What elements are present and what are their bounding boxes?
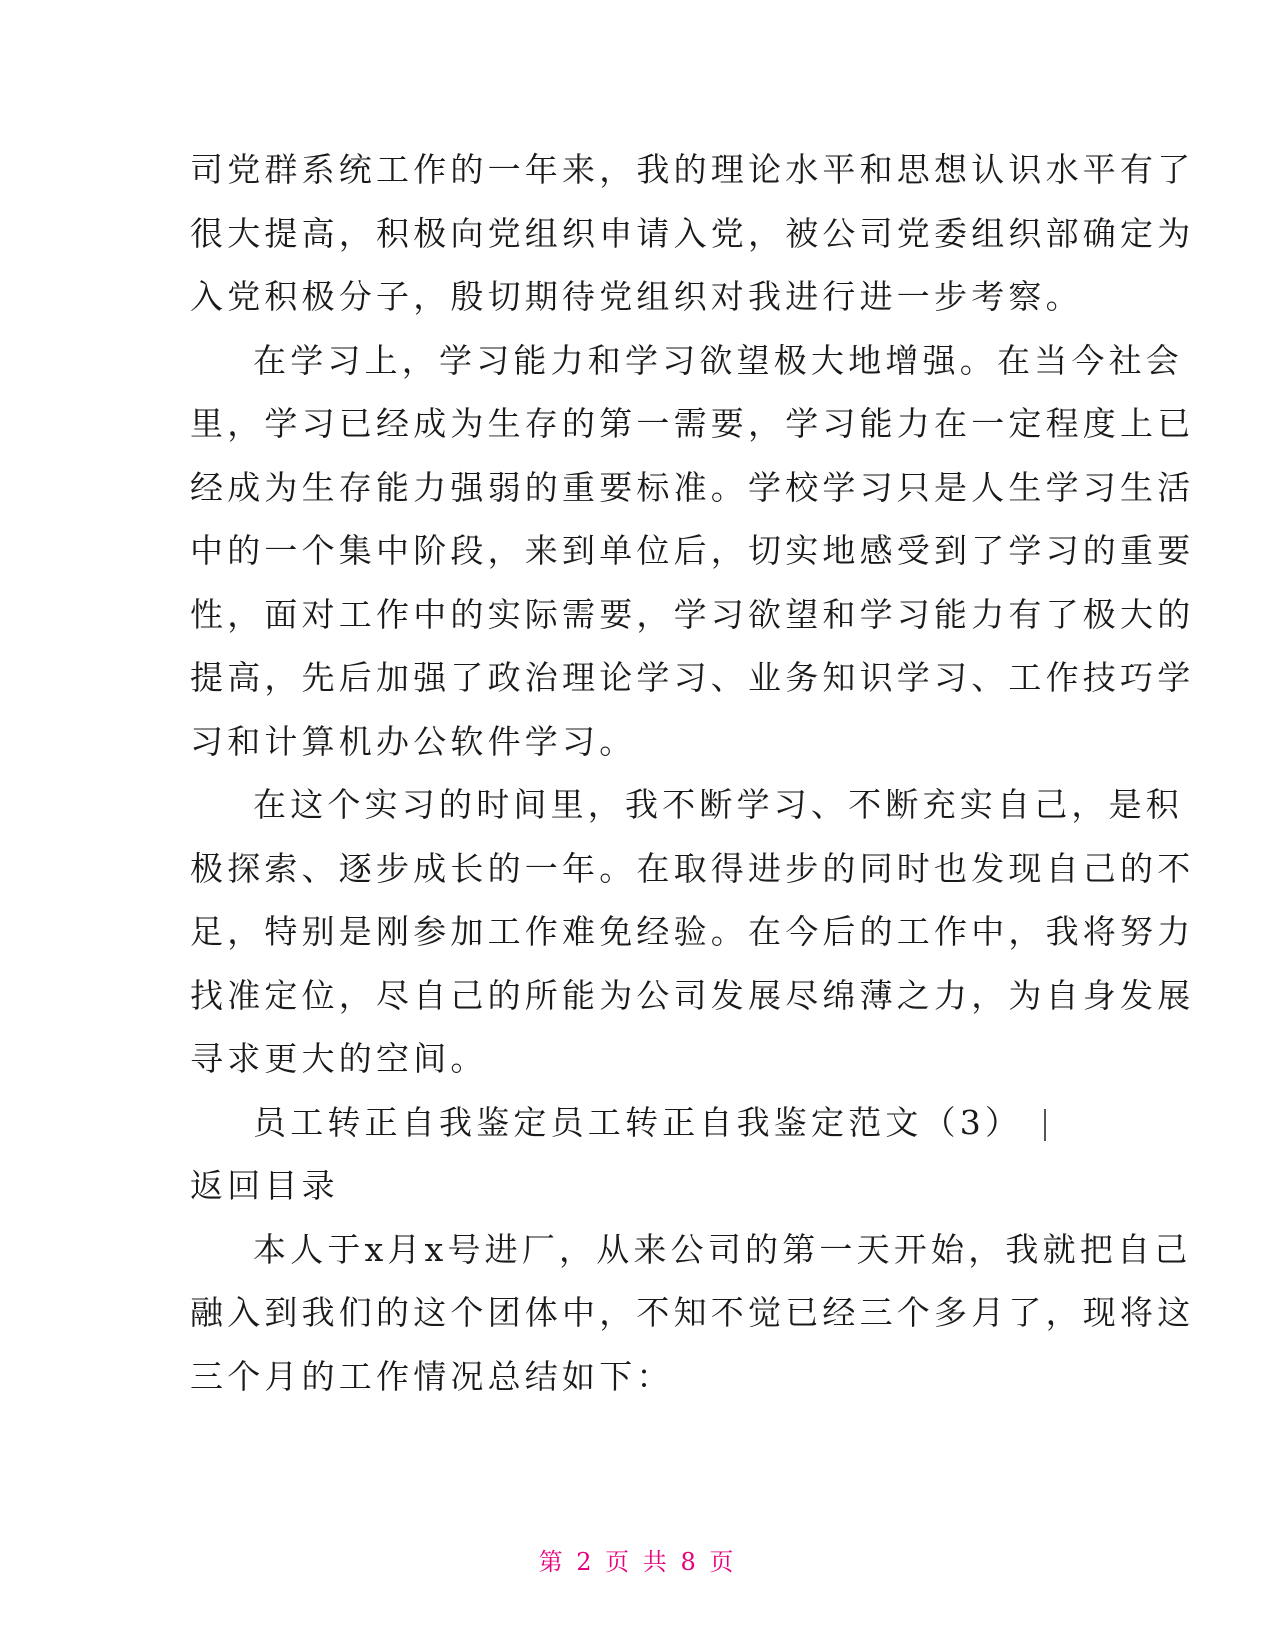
- text-line: 融入到我们的这个团体中，不知不觉已经三个多月了，现将这: [190, 1293, 1195, 1332]
- text-line: 极探索、逐步成长的一年。在取得进步的同时也发现自己的不: [190, 848, 1195, 888]
- text-line: 入党积极分子，殷切期待党组织对我进行进一步考察。: [190, 277, 1083, 316]
- text-line: 中的一个集中阶段，来到单位后，切实地感受到了学习的重要: [190, 531, 1195, 570]
- text-line: 性，面对工作中的实际需要，学习欲望和学习能力有了极大的: [190, 594, 1195, 634]
- text-line: 提高，先后加强了政治理论学习、业务知识学习、工作技巧学: [190, 658, 1195, 697]
- text-line: 足，特别是刚参加工作难免经验。在今后的工作中，我将努力: [190, 912, 1195, 951]
- page-footer: [0, 1542, 1275, 1577]
- section-heading-line: [190, 1091, 1090, 1155]
- footer-current-page: 2: [576, 1548, 595, 1576]
- paragraph-start-line: 在学习上，学习能力和学习欲望极大地增强。在当今社会: [253, 340, 1183, 380]
- text-line: 习和计算机办公软件学习。: [190, 721, 637, 761]
- text-line: 司党群系统工作的一年来，我的理论水平和思想认识水平有了: [190, 150, 1195, 189]
- paragraph-start-line: 在这个实习的时间里，我不断学习、不断充实自己，是积: [253, 785, 1183, 824]
- separator-bar: [1044, 1109, 1046, 1141]
- text-line: 找准定位，尽自己的所能为公司发展尽绵薄之力，为自身发展: [190, 975, 1195, 1015]
- section-heading: 员工转正自我鉴定员工转正自我鉴定范文（3）: [253, 1102, 1023, 1142]
- text-line: 经成为生存能力强弱的重要标准。学校学习只是人生学习生活: [190, 467, 1195, 507]
- footer-middle: 页 共: [605, 1548, 670, 1576]
- footer-suffix: 页: [709, 1548, 737, 1576]
- footer-total-pages: 8: [680, 1548, 699, 1576]
- text-line: 里，学习已经成为生存的第一需要，学习能力在一定程度上已: [190, 404, 1195, 443]
- paragraph-start-line: 本人于x月x号进厂，从来公司的第一天开始，我就把自己: [253, 1229, 1192, 1269]
- document-body: [190, 138, 1195, 1408]
- back-to-toc-link[interactable]: 返回目录: [190, 1166, 339, 1205]
- text-line: 寻求更大的空间。: [190, 1039, 488, 1078]
- text-line: 很大提高，积极向党组织申请入党，被公司党委组织部确定为: [190, 213, 1195, 253]
- text-line: 三个月的工作情况总结如下：: [190, 1356, 674, 1396]
- footer-prefix: 第: [538, 1548, 566, 1576]
